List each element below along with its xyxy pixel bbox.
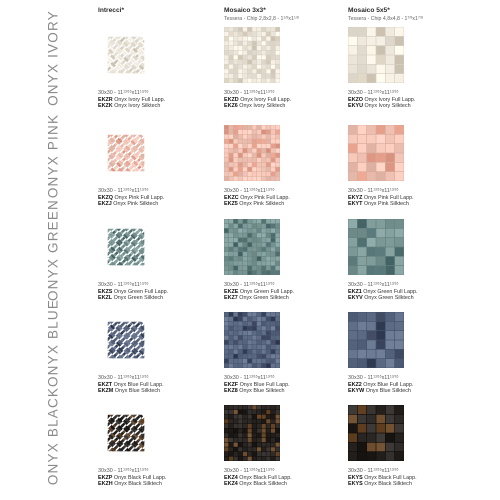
product-code: EKZR (98, 96, 113, 103)
tile-swatch[interactable] (98, 27, 154, 83)
size-value: 30x30 - 11 (98, 467, 124, 474)
product-name: Onyx Green Full Lapp. (363, 288, 418, 295)
column-header (98, 7, 124, 14)
product-name: Onyx Pink Full Lapp. (114, 194, 165, 201)
size-label (98, 90, 148, 96)
size-mid: x11 (131, 89, 140, 96)
fraction-superscript: 1/8 (283, 15, 289, 19)
fraction-superscript: 13/16 (123, 187, 132, 191)
product-name: Onyx Black Full Lapp. (239, 474, 292, 481)
product-name: Onyx Blue Full Lapp. (239, 381, 290, 388)
fraction-superscript: 13/16 (373, 187, 382, 191)
tile-caption (98, 280, 168, 302)
size-mid: x11 (257, 187, 266, 194)
size-label (224, 468, 274, 474)
size-label (224, 375, 274, 381)
size-value: 30x30 - 11 (224, 187, 250, 194)
fraction-superscript: 7/8 (417, 15, 423, 19)
tile-caption (224, 88, 291, 110)
tile-caption (348, 88, 415, 110)
fraction-superscript: 13/16 (123, 89, 132, 93)
size-label (98, 468, 148, 474)
tile-swatch[interactable] (348, 405, 404, 461)
tile-caption (348, 280, 418, 302)
product-name: Onyx Blue Full Lapp. (113, 381, 164, 388)
size-label (224, 188, 274, 194)
product-name: Onyx Green Silktech (239, 295, 289, 302)
product-code: EKZP (98, 474, 113, 481)
product-name: Onyx Black Silktech (239, 481, 287, 488)
size-value: 30x30 - 11 (98, 187, 124, 194)
size-label (348, 282, 398, 288)
tile-caption (224, 373, 290, 395)
product-code: EKZD (224, 96, 239, 103)
column-title: Intrecci* (98, 7, 125, 14)
product-name: Onyx Pink Full Lapp. (363, 194, 414, 201)
column-title: Mosaico 3x3* (224, 7, 266, 14)
tile-swatch[interactable] (348, 27, 404, 83)
size-value: 30x30 - 11 (224, 89, 250, 96)
tile-caption (98, 88, 165, 110)
row-label-text: ONYX BLACK (45, 386, 61, 486)
tile-swatch[interactable] (348, 312, 404, 368)
tile-swatch[interactable] (224, 405, 280, 461)
product-code: EKZ5 (224, 201, 238, 208)
size-label (224, 90, 274, 96)
tile-swatch[interactable] (348, 125, 404, 181)
product-name: Onyx Black Full Lapp. (364, 474, 417, 481)
product-code: EKYW (348, 388, 365, 395)
size-label (98, 375, 148, 381)
tile-caption (98, 186, 164, 208)
tile-swatch[interactable] (224, 219, 280, 275)
size-mid: x11 (131, 374, 140, 381)
size-mid: x11 (257, 281, 266, 288)
product-code: EKZ4 (224, 474, 238, 481)
size-label (348, 90, 398, 96)
size-mid: x11 (381, 89, 390, 96)
tile-swatch[interactable] (348, 219, 404, 275)
product-name: Onyx Ivory Silktech (239, 103, 286, 110)
size-label (224, 282, 274, 288)
product-name: Onyx Pink Silktech (113, 201, 159, 208)
product-name: Onyx Blue Silktech (114, 388, 161, 395)
size-mid: x11 (131, 467, 140, 474)
size-value: 30x30 - 11 (348, 281, 374, 288)
product-code: EKZF (224, 381, 239, 388)
product-code: EKZH (98, 481, 113, 488)
size-mid: x11 (381, 467, 390, 474)
size-value: 30x30 - 11 (224, 374, 250, 381)
tile-swatch[interactable] (98, 312, 154, 368)
product-code: EKZJ (98, 201, 112, 208)
product-name: Onyx Pink Full Lapp. (240, 194, 290, 201)
size-label (98, 282, 148, 288)
product-code: EKZT (98, 381, 113, 388)
fraction-superscript: 13/16 (249, 374, 258, 378)
fraction-superscript: 13/16 (249, 467, 258, 471)
product-name: Onyx Ivory Silktech (114, 103, 161, 110)
product-code: EKYS (348, 474, 363, 481)
product-code: EKZQ (98, 194, 113, 201)
size-mid: x11 (257, 467, 266, 474)
size-value: 30x30 - 11 (224, 281, 250, 288)
size-value: 30x30 - 11 (348, 187, 374, 194)
fraction-superscript: 13/16 (265, 187, 275, 191)
fraction-superscript: 13/16 (123, 467, 132, 471)
column-header (348, 7, 423, 23)
tile-caption (224, 466, 292, 488)
product-code: EKZL (98, 295, 113, 302)
size-label (348, 188, 398, 194)
size-value: 30x30 - 11 (348, 89, 374, 96)
fraction-superscript: 13/16 (265, 467, 275, 471)
product-name: Onyx Pink Silktech (363, 201, 409, 208)
product-code: EKZE (224, 288, 239, 295)
fraction-superscript: 13/16 (265, 89, 275, 93)
product-name: Onyx Blue Silktech (239, 388, 285, 395)
fraction-superscript: 13/16 (265, 281, 275, 285)
product-name: Onyx Ivory Silktech (364, 103, 411, 110)
product-code: EKZK (98, 103, 113, 110)
size-label (98, 188, 148, 194)
tile-caption (348, 186, 414, 208)
product-code: EKZ8 (224, 388, 238, 395)
size-mid: x11 (381, 374, 390, 381)
size-label (348, 468, 398, 474)
tile-swatch[interactable] (98, 125, 154, 181)
product-name: Onyx Ivory Full Lapp. (240, 96, 292, 103)
product-code: EKZC (224, 194, 239, 201)
subtitle-text: Tessera - Chip 4,8x4,8 - 1 (348, 15, 408, 22)
fraction-superscript: 13/16 (139, 281, 149, 285)
size-mid: x11 (257, 89, 266, 96)
product-code: EKYZ (348, 194, 363, 201)
tile-swatch[interactable] (224, 312, 280, 368)
fraction-superscript: 1/8 (293, 15, 299, 19)
subtitle-text: Tessera - Chip 2,8x2,8 - 1 (224, 15, 284, 22)
fraction-superscript: 13/16 (139, 89, 149, 93)
size-mid: x11 (131, 187, 140, 194)
tile-swatch[interactable] (224, 125, 280, 181)
fraction-superscript: 13/16 (373, 89, 382, 93)
product-code: EKZ6 (224, 103, 238, 110)
row-label-text: ONYX GREEN (45, 198, 61, 302)
fraction-superscript: 13/16 (123, 281, 132, 285)
size-value: 30x30 - 11 (224, 467, 250, 474)
product-code: EKZ7 (224, 295, 238, 302)
product-name: Onyx Ivory Full Lapp. (114, 96, 166, 103)
tile-caption (348, 373, 413, 395)
fraction-superscript: 13/16 (249, 281, 258, 285)
product-code: EKZ4 (224, 481, 238, 488)
column-header (224, 7, 299, 23)
size-mid: x11 (381, 187, 390, 194)
product-name: Onyx Blue Silktech (365, 388, 411, 395)
product-name: Onyx Green Full Lapp. (239, 288, 295, 295)
size-mid: x11 (381, 281, 390, 288)
size-value: 30x30 - 11 (348, 374, 374, 381)
fraction-superscript: 13/16 (373, 467, 382, 471)
product-code: EKZ2 (348, 381, 362, 388)
product-code: EKYT (348, 201, 363, 208)
row-label-text: ONYX IVORY (45, 10, 61, 106)
product-code: EKZ1 (348, 288, 362, 295)
size-mid: x11 (257, 374, 266, 381)
tile-caption (348, 466, 417, 488)
product-name: Onyx Black Silktech (364, 481, 412, 488)
product-name: Onyx Pink Silktech (239, 201, 285, 208)
column-subtitle (348, 16, 423, 22)
column-subtitle (224, 16, 299, 22)
tile-swatch[interactable] (98, 405, 154, 461)
tile-swatch[interactable] (224, 27, 280, 83)
fraction-superscript: 13/16 (373, 374, 382, 378)
fraction-superscript: 13/16 (249, 187, 258, 191)
product-name: Onyx Green Full Lapp. (113, 288, 169, 295)
column-title: Mosaico 5x5* (348, 7, 390, 14)
product-name: Onyx Blue Full Lapp. (363, 381, 414, 388)
fraction-superscript: 13/16 (265, 374, 275, 378)
product-name: Onyx Black Full Lapp. (113, 474, 167, 481)
size-value: 30x30 - 11 (348, 467, 374, 474)
product-code: EKYU (348, 103, 363, 110)
tile-swatch[interactable] (98, 219, 154, 275)
product-code: EKYS (348, 481, 363, 488)
product-name: Onyx Black Silktech (114, 481, 162, 488)
fraction-superscript: 7/8 (407, 15, 413, 19)
size-value: 30x30 - 11 (98, 89, 124, 96)
fraction-superscript: 13/16 (389, 187, 399, 191)
tile-caption (224, 186, 290, 208)
fraction-superscript: 13/16 (373, 281, 382, 285)
tile-caption (98, 466, 166, 488)
fraction-superscript: 13/16 (249, 89, 258, 93)
fraction-superscript: 13/16 (389, 467, 399, 471)
product-code: EKZS (98, 288, 113, 295)
row-label-text: ONYX BLUE (45, 298, 61, 388)
row-label-text: ONYX PINK (45, 113, 61, 199)
fraction-superscript: 13/16 (389, 281, 399, 285)
subtitle-after: x1 (412, 15, 418, 22)
fraction-superscript: 13/16 (139, 467, 149, 471)
tile-caption (224, 280, 294, 302)
fraction-superscript: 13/16 (389, 89, 399, 93)
product-code: EKZM (98, 388, 114, 395)
size-label (348, 375, 398, 381)
product-code: EKYV (348, 295, 363, 302)
size-value: 30x30 - 11 (98, 374, 124, 381)
subtitle-after: x1 (288, 15, 294, 22)
size-mid: x11 (131, 281, 140, 288)
product-name: Onyx Green Silktech (364, 295, 414, 302)
product-name: Onyx Ivory Full Lapp. (364, 96, 416, 103)
fraction-superscript: 13/16 (139, 187, 149, 191)
fraction-superscript: 13/16 (139, 374, 149, 378)
fraction-superscript: 13/16 (123, 374, 132, 378)
tile-caption (98, 373, 164, 395)
product-code: EKZO (348, 96, 363, 103)
fraction-superscript: 13/16 (389, 374, 399, 378)
product-name: Onyx Green Silktech (113, 295, 164, 302)
size-value: 30x30 - 11 (98, 281, 124, 288)
